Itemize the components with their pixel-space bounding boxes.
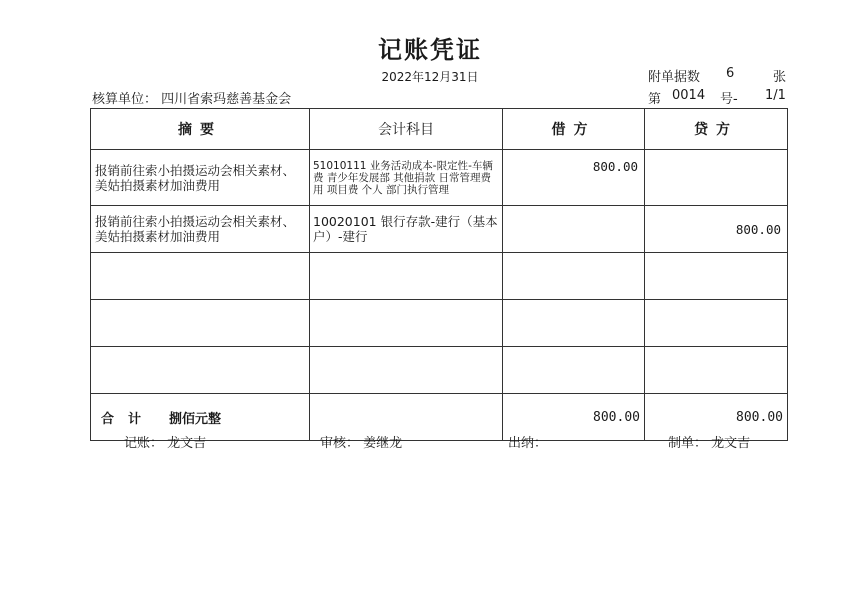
row-account: 10020101 银行存款-建行（基本户）-建行 [310,206,503,253]
row-summary [91,253,310,300]
row-summary [91,300,310,347]
header-row [91,109,788,150]
voucher-date: 2022年12月31日 [381,70,479,84]
header-account: 会计科目 [310,109,503,150]
bookkeeper-name: 龙文吉 [167,436,207,451]
accounting-unit-name: 四川省索玛慈善基金会 [161,92,292,107]
voucher-table [90,108,788,441]
voucher-no-suffix: 号- [720,92,738,107]
accounting-unit [92,88,291,107]
voucher-no-number: 0014 [672,88,706,103]
voucher-no-prefix: 第 [648,92,662,107]
row-account [310,300,503,347]
voucher-page: 1/1 [765,88,786,103]
attachments-count: 6 [726,66,735,81]
total-debit: 800.00 [503,394,645,441]
row-debit [503,206,645,253]
accounting-unit-label: 核算单位： [92,92,158,107]
row-credit [645,300,788,347]
row-debit [503,253,645,300]
header-summary: 摘要 [91,109,310,150]
table-row [91,300,788,347]
row-debit [503,347,645,394]
reviewer [320,432,402,451]
reviewer-name: 姜继龙 [363,436,403,451]
row-account [310,347,503,394]
total-label: 合计 [100,411,155,427]
cashier-label: 出纳： [508,436,548,451]
table-row [91,206,788,253]
table-row [91,253,788,300]
attachments-label: 附单据数 [648,70,701,85]
bookkeeper [124,432,206,451]
header-credit: 贷方 [645,109,788,150]
row-summary: 报销前往索小拍摄运动会相关素材、美姑拍摄素材加油费用 [91,206,310,253]
reviewer-label: 审核： [320,436,360,451]
preparer [668,432,750,451]
row-debit [503,300,645,347]
row-credit [645,253,788,300]
row-summary [91,347,310,394]
row-credit [645,150,788,206]
total-credit: 800.00 [645,394,788,441]
attachments-unit: 张 [773,70,787,85]
bookkeeper-label: 记账： [124,436,164,451]
cashier [508,432,547,451]
row-account: 51010111 业务活动成本-限定性-车辆费 青少年发展部 其他捐款 日常管理费用 项目费 个人 部门执行管理 [310,150,503,206]
row-debit: 800.00 [503,150,645,206]
total-in-words: 捌佰元整 [169,411,222,427]
preparer-label: 制单： [668,436,708,451]
header-debit: 借方 [503,109,645,150]
preparer-name: 龙文吉 [711,436,751,451]
voucher-title: 记账凭证 [378,36,482,64]
row-account [310,253,503,300]
row-credit [645,347,788,394]
row-summary: 报销前往索小拍摄运动会相关素材、美姑拍摄素材加油费用 [91,150,310,206]
table-row [91,347,788,394]
row-credit: 800.00 [645,206,788,253]
table-row [91,150,788,206]
